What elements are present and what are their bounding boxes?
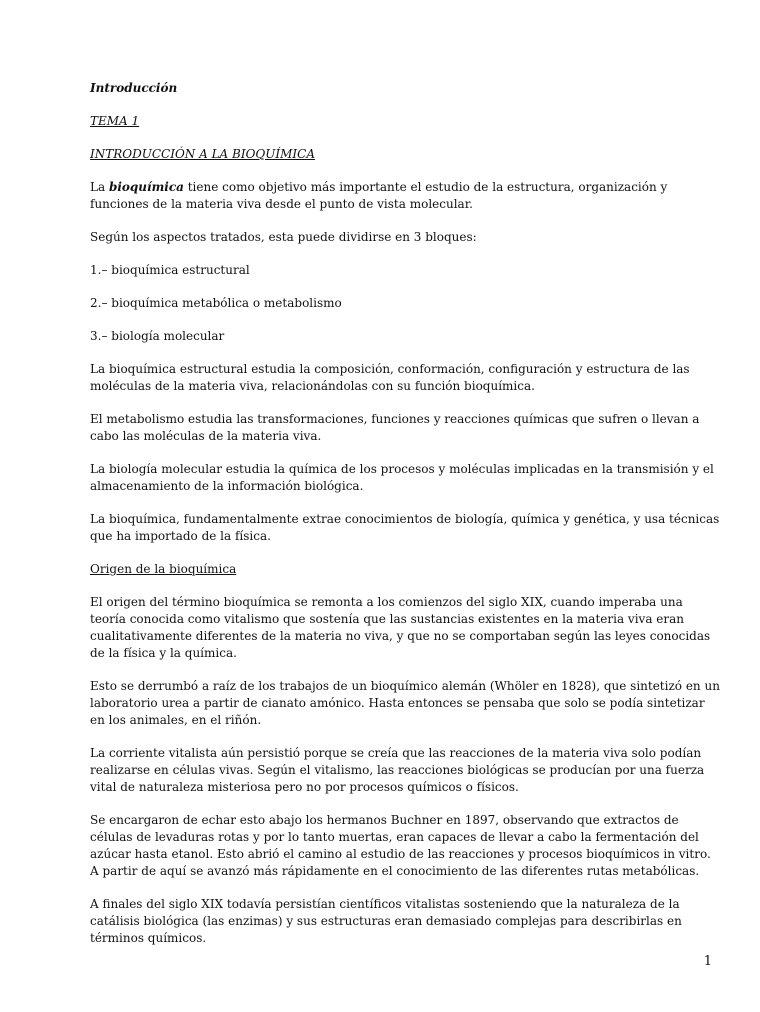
chapter-title: INTRODUCCIÓN A LA BIOQUÍMICA [90,147,315,161]
section-title: Origen de la bioquímica [90,562,237,576]
intro-term: bioquímica [108,180,184,194]
paragraph: El origen del término bioquímica se remonta a los comienzos del siglo XIX, cuando imperaba una teoría conocida como vitalismo que sostenía que las sustancias existentes en la materia viva eran cualitativamente diferentes de la materia no viva, y que no se comportaban según las leyes conocidas de la física y la química. [90,595,711,660]
document-heading: Introducción [90,81,178,95]
paragraph: A finales del siglo XIX todavía persistían científicos vitalistas sosteniendo que la naturaleza de la catálisis biológica (las enzimas) y sus estructuras eran demasiado complejas para describirlas en términos químicos. [90,897,682,945]
paragraph: La corriente vitalista aún persistió porque se creía que las reacciones de la materia viva solo podían realizarse en células vivas. Según el vitalismo, las reacciones biológicas se producían por una fuerza vital de naturaleza misteriosa pero no por procesos químicos o físicos. [90,746,705,794]
intro-rest: tiene como objetivo más importante el estudio de la estructura, organización y funciones de la materia viva desde el punto de vista molecular. [90,180,668,211]
blocks-intro: Según los aspectos tratados, esta puede dividirse en 3 bloques: [90,230,477,244]
paragraph: Esto se derrumbó a raíz de los trabajos de un bioquímico alemán (Whöler en 1828), que sintetizó en un laboratorio urea a partir de cianato amónico. Hasta entonces se pensaba que solo se podía sintetizar en los animales, en el riñón. [90,679,720,727]
paragraph: La bioquímica, fundamentalmente extrae conocimientos de biología, química y genética, y usa técnicas que ha importado de la física. [90,512,720,543]
block-item: 2.– bioquímica metabólica o metabolismo [90,296,342,310]
page-number: 1 [703,954,712,969]
paragraph: El metabolismo estudia las transformaciones, funciones y reacciones químicas que sufren o llevan a cabo las moléculas de la materia viva. [90,412,700,443]
block-item: 3.– biología molecular [90,329,225,343]
block-item: 1.– bioquímica estructural [90,263,250,277]
intro-paragraph [90,179,720,213]
document-page [90,80,720,963]
paragraph: La bioquímica estructural estudia la composición, conformación, configuración y estructura de las moléculas de la materia viva, relacionándolas con su función bioquímica. [90,362,690,393]
intro-prefix: La [90,180,109,194]
paragraph: Se encargaron de echar esto abajo los hermanos Buchner en 1897, observando que extractos de células de levaduras rotas y por lo tanto muertas, eran capaces de llevar a cabo la fermentación del azúcar hasta etanol. Esto abrió el camino al estudio de las reacciones y procesos bioquímicos in vitro. A partir de aquí se avanzó más rápidamente en el conocimiento de las diferentes rutas metabólicas. [90,813,711,878]
tema-title: TEMA 1 [90,114,140,128]
paragraph: La biología molecular estudia la química de los procesos y moléculas implicadas en la transmisión y el almacenamiento de la información biológica. [90,462,714,493]
